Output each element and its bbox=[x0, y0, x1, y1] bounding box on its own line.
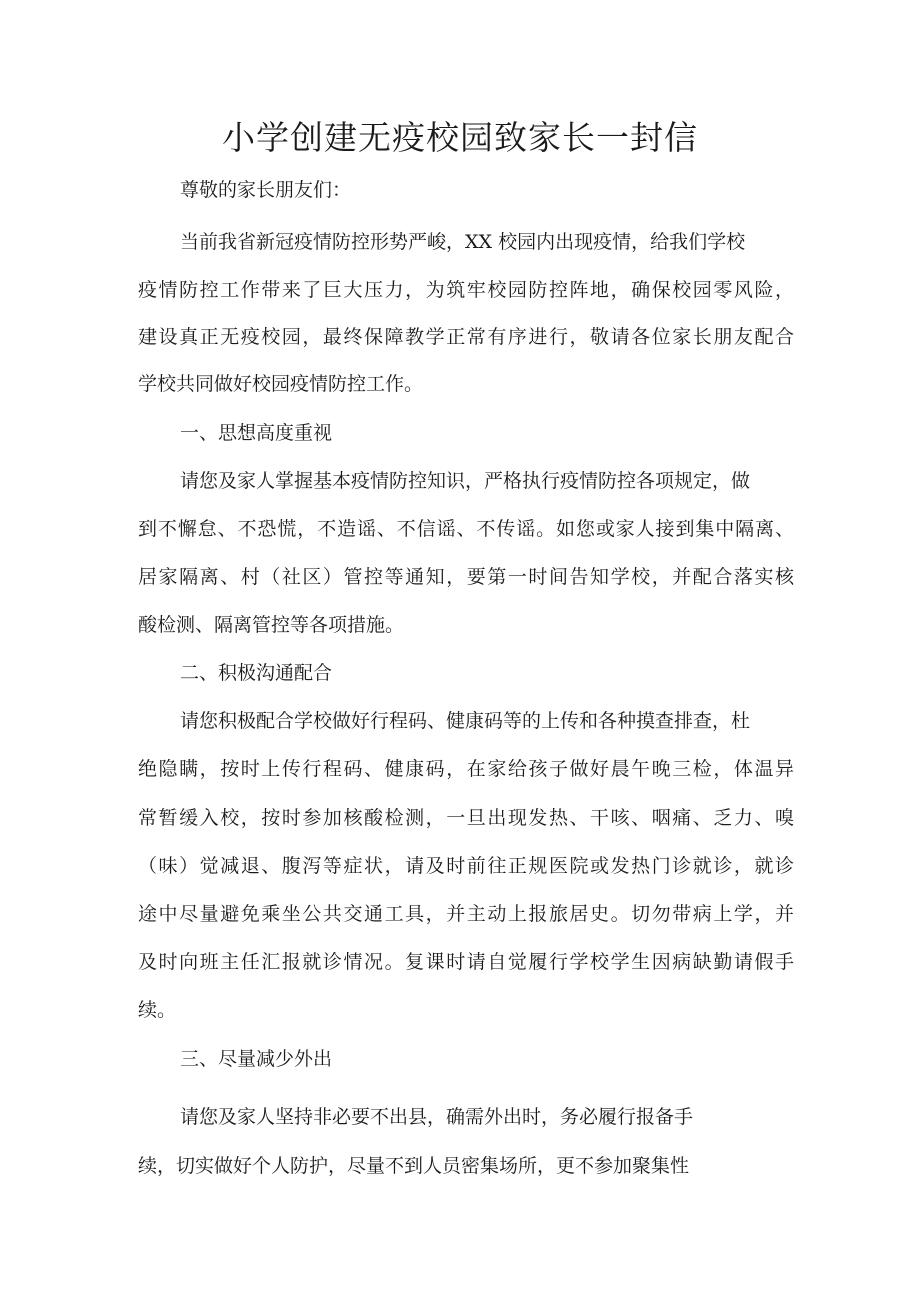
paragraph-line: 续，切实做好个人防护，尽量不到人员密集场所，更不参加聚集性 bbox=[138, 1155, 690, 1177]
paragraph-line: 途中尽量避免乘坐公共交通工具，并主动上报旅居史。切勿带病上学，并 bbox=[138, 903, 794, 925]
paragraph-line: 疫情防控工作带来了巨大压力，为筑牢校园防控阵地，确保校园零风险， bbox=[138, 279, 794, 301]
section-heading: 一、思想高度重视 bbox=[180, 422, 333, 444]
paragraph-line: 酸检测、隔离管控等各项措施。 bbox=[138, 614, 405, 636]
paragraph-line: 到不懈怠、不恐慌，不造谣、不信谣、不传谣。如您或家人接到集中隔离、 bbox=[138, 518, 794, 540]
paragraph-line: 绝隐瞒，按时上传行程码、健康码，在家给孩子做好晨午晚三检，体温异 bbox=[138, 758, 794, 780]
section-heading: 三、尽量减少外出 bbox=[180, 1048, 333, 1070]
paragraph-line: 居家隔离、村（社区）管控等通知，要第一时间告知学校，并配合落实核 bbox=[138, 566, 794, 588]
paragraph-line: 请您积极配合学校做好行程码、健康码等的上传和各种摸查排查，杜 bbox=[180, 710, 751, 732]
paragraph-line: 学校共同做好校园疫情防控工作。 bbox=[138, 373, 424, 395]
paragraph-line: 续。 bbox=[138, 999, 177, 1021]
paragraph-line: 常暂缓入校，按时参加核酸检测，一旦出现发热、干咳、咽痛、乏力、嗅 bbox=[138, 807, 794, 829]
section-heading: 二、积极沟通配合 bbox=[180, 662, 333, 684]
paragraph-line: 请您及家人掌握基本疫情防控知识，严格执行疫情防控各项规定，做 bbox=[180, 470, 751, 492]
paragraph-line: （味）觉减退、腹泻等症状，请及时前往正规医院或发热门诊就诊，就诊 bbox=[138, 855, 794, 877]
paragraph-line: 建设真正无疫校园，最终保障教学正常有序进行，敬请各位家长朋友配合 bbox=[138, 326, 794, 348]
paragraph-line: 及时向班主任汇报就诊情况。复课时请自觉履行学校学生因病缺勤请假手 bbox=[138, 951, 794, 973]
paragraph-line: 请您及家人坚持非必要不出县，确需外出时，务必履行报备手 bbox=[180, 1106, 694, 1128]
salutation: 尊敬的家长朋友们： bbox=[180, 179, 352, 201]
document-title: 小学创建无疫校园致家长一封信 bbox=[222, 118, 698, 157]
paragraph-line: 当前我省新冠疫情防控形势严峻，XX 校园内出现疫情，给我们学校 bbox=[180, 231, 746, 253]
